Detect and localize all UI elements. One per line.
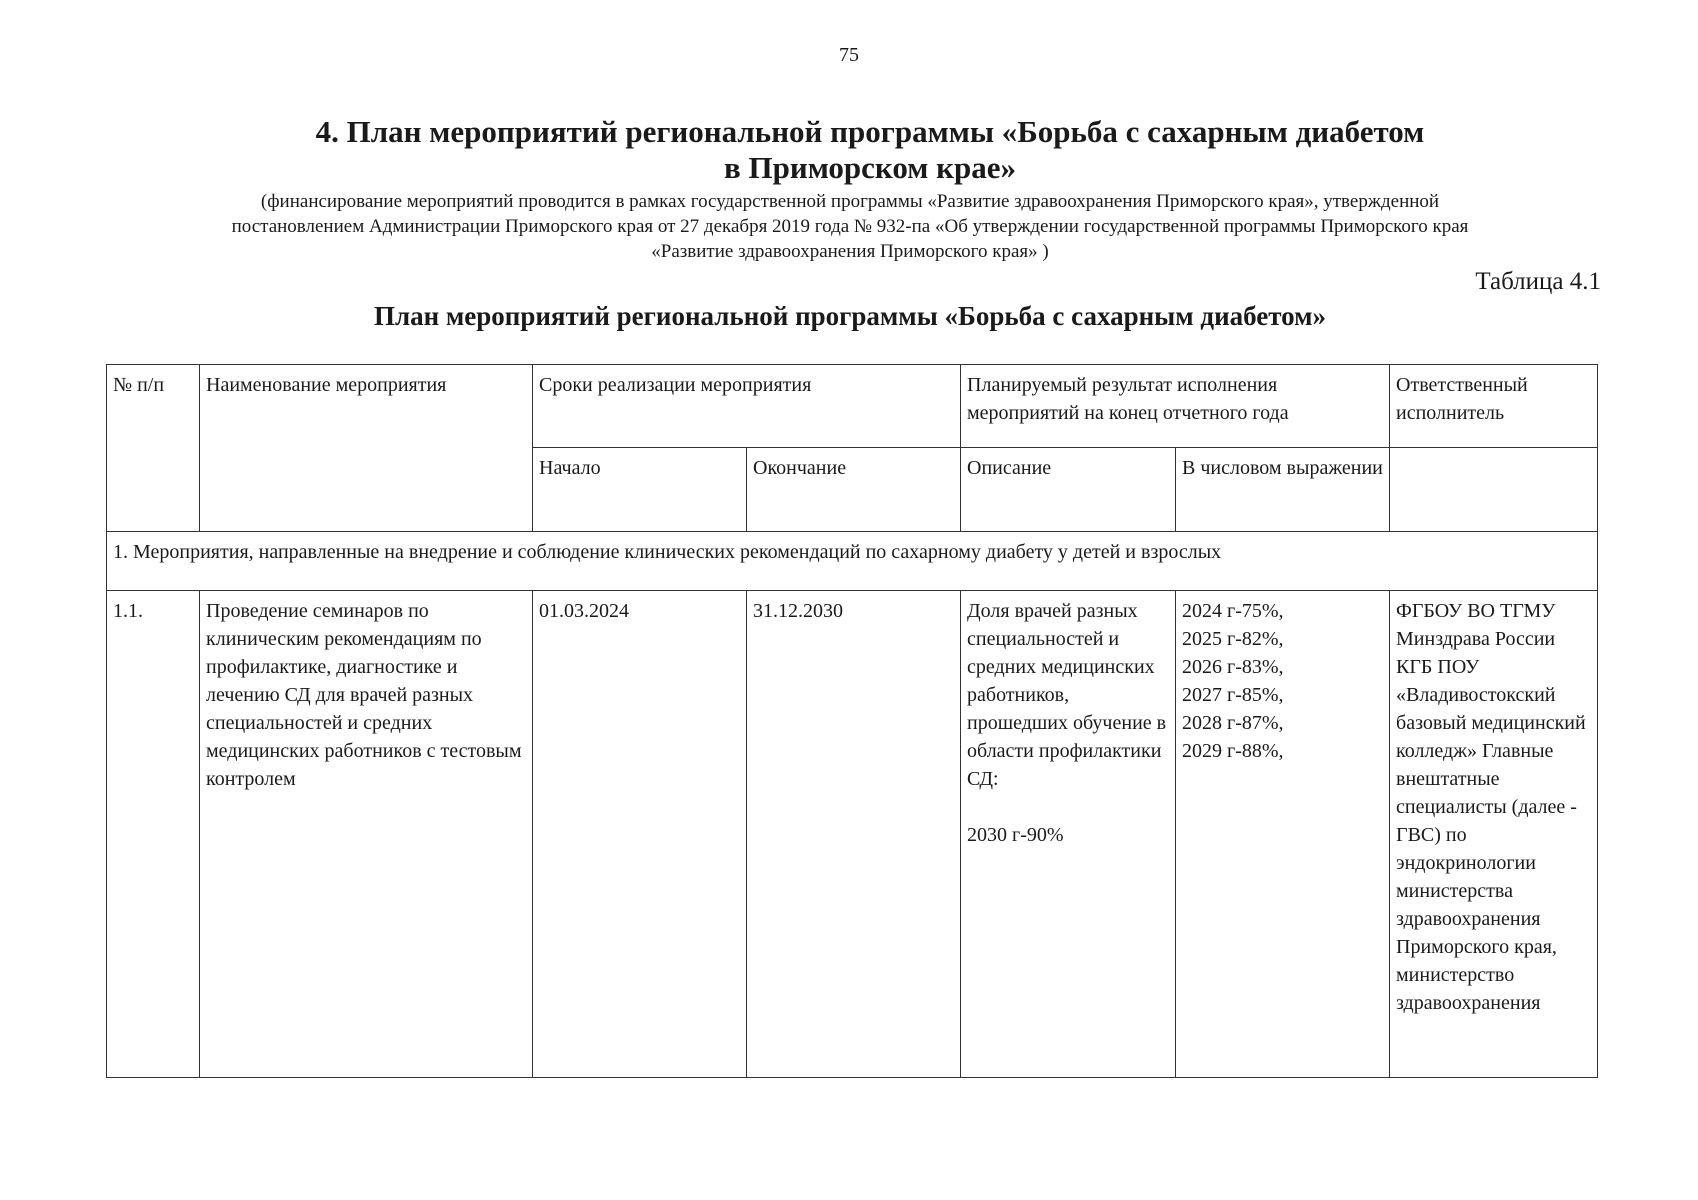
page-number: 75 bbox=[839, 44, 859, 66]
row-description-text: Доля врачей разных специальностей и средних медицинских работников, прошедших обучение в области профилактики СД: bbox=[967, 600, 1167, 790]
section-row bbox=[107, 532, 1598, 591]
header-empty-cell bbox=[1390, 448, 1598, 532]
table-number: Таблица 4.1 bbox=[1475, 268, 1601, 295]
numeric-value: 2024 г-75%, bbox=[1182, 600, 1284, 622]
header-numeric: В числовом выражении bbox=[1176, 448, 1390, 532]
row-name: Проведение семинаров по клиническим рекомендациям по профилактике, диагностике и лечению СД для врачей разных специальностей и средних медицинских работников с тестовым контролем bbox=[200, 591, 533, 1078]
document-heading bbox=[0, 114, 1698, 186]
numeric-value: 2028 г-87%, bbox=[1182, 712, 1284, 734]
header-end: Окончание bbox=[747, 448, 961, 532]
financing-note-line-3: «Развитие здравоохранения Приморского края» ) bbox=[651, 241, 1049, 262]
header-start: Начало bbox=[533, 448, 747, 532]
row-end: 31.12.2030 bbox=[747, 591, 961, 1078]
row-start: 01.03.2024 bbox=[533, 591, 747, 1078]
section-title: 1. Мероприятия, направленные на внедрение и соблюдение клинических рекомендаций по сахарному диабету у детей и взрослых bbox=[107, 532, 1598, 591]
heading-line-2: в Приморском крае» bbox=[723, 150, 1016, 185]
header-dates: Сроки реализации мероприятия bbox=[533, 365, 961, 448]
table-row bbox=[107, 591, 1598, 1078]
row-description-value: 2030 г-90% bbox=[967, 824, 1064, 846]
row-description bbox=[961, 591, 1176, 1078]
header-result: Планируемый результат исполнения мероприятий на конец отчетного года bbox=[961, 365, 1390, 448]
header-num: № п/п bbox=[107, 365, 200, 532]
plan-table bbox=[106, 364, 1598, 1078]
numeric-value: 2027 г-85%, bbox=[1182, 684, 1284, 706]
numeric-value: 2029 г-88%, bbox=[1182, 740, 1284, 762]
heading-line-1: 4. План мероприятий региональной программы «Борьба с сахарным диабетом bbox=[315, 114, 1425, 149]
financing-note bbox=[100, 189, 1600, 264]
numeric-value: 2026 г-83%, bbox=[1182, 656, 1284, 678]
row-executor: ФГБОУ ВО ТГМУ Минздрава России КГБ ПОУ «Владивостокский базовый медицинский колледж» Главные внештатные специалисты (далее - ГВС) по эндокринологии министерства здравоохранения Приморского края, министерство здравоохранения bbox=[1390, 591, 1598, 1078]
header-row-1 bbox=[107, 365, 1598, 448]
header-description: Описание bbox=[961, 448, 1176, 532]
row-num: 1.1. bbox=[107, 591, 200, 1078]
numeric-value: 2025 г-82%, bbox=[1182, 628, 1284, 650]
header-name: Наименование мероприятия bbox=[200, 365, 533, 532]
row-numeric bbox=[1176, 591, 1390, 1078]
financing-note-line-2: постановлением Администрации Приморского края от 27 декабря 2019 года № 932-па «Об утверждении государственной программы Приморского края bbox=[231, 216, 1469, 237]
financing-note-line-1: (финансирование мероприятий проводится в рамках государственной программы «Развитие здравоохранения Приморского края», утвержденной bbox=[260, 191, 1440, 212]
table-title: План мероприятий региональной программы «Борьба с сахарным диабетом» bbox=[373, 301, 1327, 331]
header-executor: Ответственный исполнитель bbox=[1390, 365, 1598, 448]
